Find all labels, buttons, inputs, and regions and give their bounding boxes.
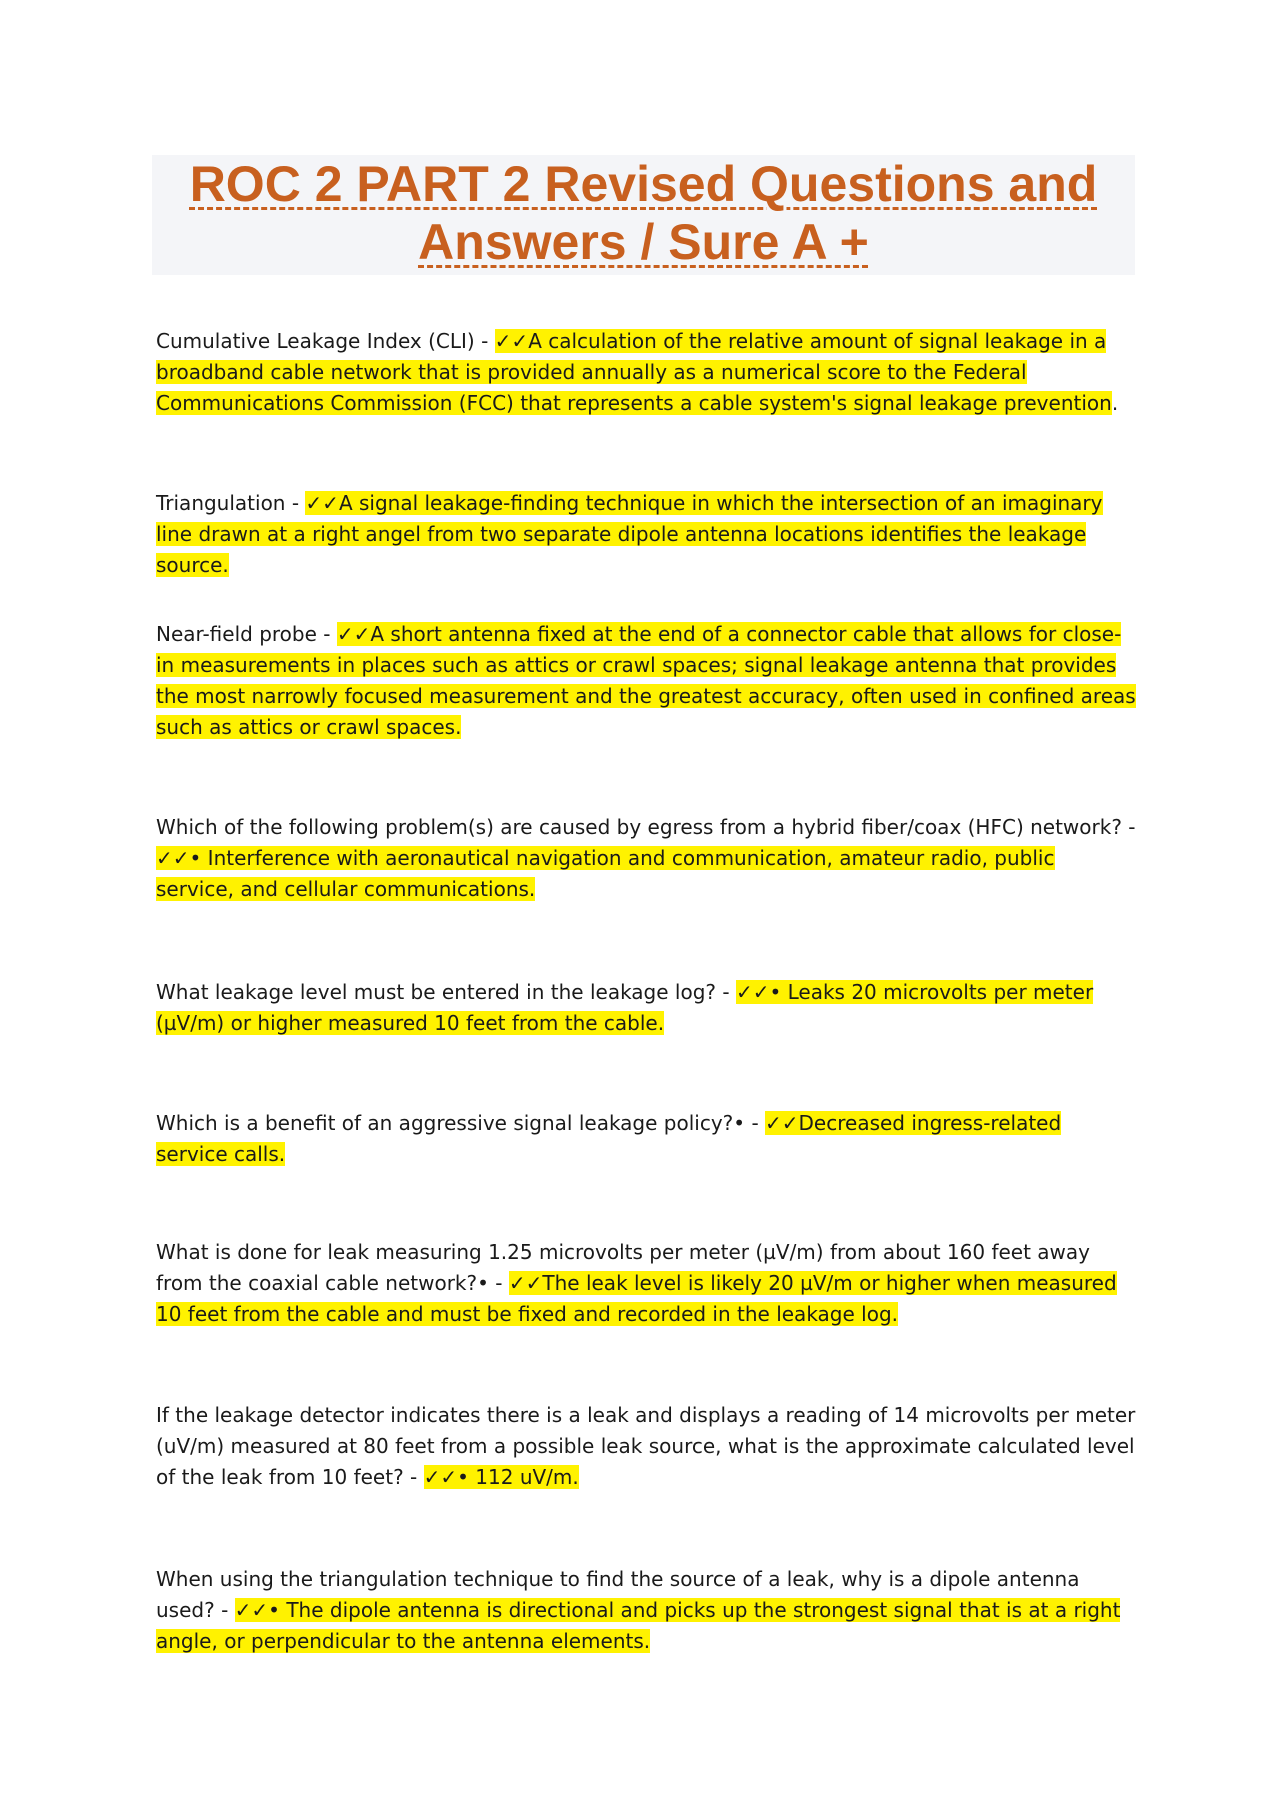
question-text: What is done for leak measuring 1.25 microvolts per meter (µV/m) from about 160 feet away from the coaxial cable network?• - (156, 1240, 1090, 1295)
answer-highlight (156, 846, 1055, 901)
question-text: If the leakage detector indicates there is a leak and displays a reading of 14 microvolts per meter (uV/m) measured at 80 feet from a possible leak source, what is the approximate calculated level of the leak from 10 feet? - (156, 1403, 1136, 1489)
answer-text: • The dipole antenna is directional and picks up the strongest signal that is at a right angle, or perpendicular to the antenna elements. (156, 1598, 1121, 1653)
answer-text: Decreased ingress-related service calls. (156, 1111, 1062, 1166)
check-icon: ✓✓ (423, 1465, 458, 1489)
qa-item-dipole-antenna (156, 1564, 1136, 1657)
answer-highlight (424, 1465, 579, 1489)
question-text: What leakage level must be entered in the leakage log? - (156, 980, 736, 1004)
answer-text: • Leaks 20 microvolts per meter (µV/m) or higher measured 10 feet from the cable. (156, 980, 1094, 1035)
question-text: When using the triangulation technique to find the source of a leak, why is a dipole antenna used? - (156, 1567, 1080, 1622)
question-text: Which of the following problem(s) are caused by egress from a hybrid fiber/coax (HFC) network? - (156, 815, 1136, 839)
check-icon: ✓✓ (765, 1111, 799, 1135)
qa-item-cli (156, 326, 1136, 419)
check-icon: ✓✓ (494, 329, 529, 353)
check-icon: ✓✓ (735, 980, 770, 1004)
qa-item-leakage-detector (156, 1400, 1136, 1493)
answer-text: A short antenna fixed at the end of a connector cable that allows for close-in measurements in places such as attics or crawl spaces; signal leakage antenna that provides the most narrowly focused measurement and the greatest accuracy, often used in confined areas such as attics or crawl spaces. (156, 622, 1136, 739)
answer-text: • 112 uV/m. (457, 1465, 579, 1489)
qa-item-aggressive-policy (156, 1108, 1136, 1170)
question-text: Near-field probe - (156, 622, 337, 646)
check-icon: ✓✓ (234, 1598, 269, 1622)
answer-text: • Interference with aeronautical navigation and communication, amateur radio, public service, and cellular communications. (156, 846, 1055, 901)
check-icon: ✓✓ (305, 491, 339, 515)
qa-item-triangulation (156, 488, 1136, 581)
answer-text: A signal leakage-finding technique in which the intersection of an imaginary line drawn at a right angel from two separate dipole antenna locations identifies the leakage source. (156, 491, 1103, 577)
qa-item-leakage-log (156, 977, 1136, 1039)
qa-item-egress (156, 812, 1136, 905)
answer-text: A calculation of the relative amount of signal leakage in a broadband cable network that is provided annually as a numerical score to the Federal Communications Commission (FCC) that represents a cable system's signal leakage prevention (156, 329, 1112, 415)
document-title: ROC 2 PART 2 Revised Questions and Answers / Sure A + (189, 156, 1098, 270)
question-text: Triangulation - (156, 491, 306, 515)
qa-item-near-field-probe (156, 619, 1136, 743)
check-icon: ✓✓ (508, 1271, 543, 1295)
question-text: Cumulative Leakage Index (CLI) - (156, 329, 495, 353)
answer-tail: . (1111, 391, 1119, 415)
answer-text: The leak level is likely 20 µV/m or higher when measured 10 feet from the cable and must be fixed and recorded in the leakage log. (156, 1271, 1117, 1326)
check-icon: ✓✓ (156, 846, 190, 870)
title-box (152, 155, 1135, 275)
check-icon: ✓✓ (336, 622, 371, 646)
question-text: Which is a benefit of an aggressive signal leakage policy?• - (156, 1111, 766, 1135)
answer-highlight (156, 1598, 1120, 1653)
qa-item-leak-measuring (156, 1237, 1136, 1330)
